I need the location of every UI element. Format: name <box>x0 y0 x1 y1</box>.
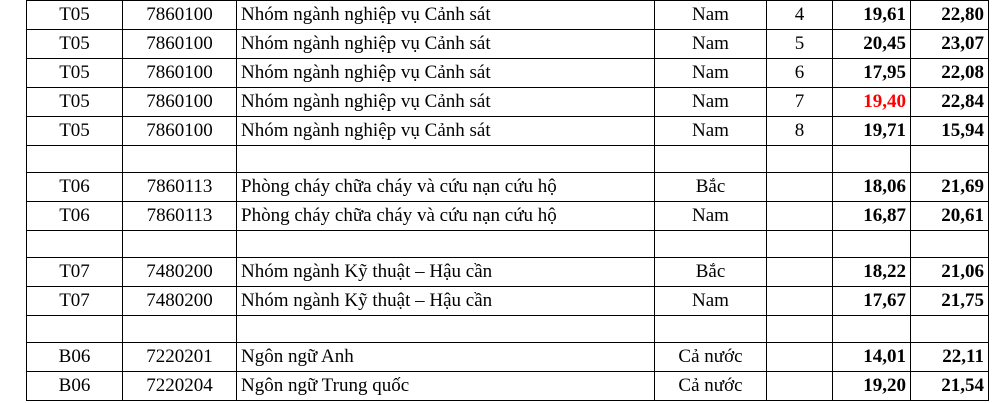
table-row <box>27 117 989 146</box>
cell-score-1: 18,22 <box>833 258 911 287</box>
cell-score-2: 15,94 <box>911 117 989 146</box>
cell-major-code: 7220204 <box>123 372 237 401</box>
spacer-cell <box>833 316 911 343</box>
cell-score-1: 19,20 <box>833 372 911 401</box>
table-row <box>27 343 989 372</box>
spacer-cell <box>27 146 123 173</box>
cell-region: Bắc <box>655 258 767 287</box>
cell-score-1: 17,95 <box>833 59 911 88</box>
cell-code: T06 <box>27 202 123 231</box>
spacer-cell <box>911 231 989 258</box>
cell-region: Nam <box>655 287 767 316</box>
cell-major-name: Ngôn ngữ Trung quốc <box>237 372 655 401</box>
cell-code: T07 <box>27 258 123 287</box>
cell-region: Cả nước <box>655 343 767 372</box>
spacer-cell <box>911 316 989 343</box>
cell-region: Nam <box>655 30 767 59</box>
cell-major-code: 7480200 <box>123 287 237 316</box>
cell-major-name: Nhóm ngành nghiệp vụ Cảnh sát <box>237 88 655 117</box>
cell-major-code: 7480200 <box>123 258 237 287</box>
cell-score-1: 17,67 <box>833 287 911 316</box>
cell-region: Nam <box>655 117 767 146</box>
cell-score-1: 19,71 <box>833 117 911 146</box>
cell-score-2: 20,61 <box>911 202 989 231</box>
cell-score-2: 23,07 <box>911 30 989 59</box>
table-row <box>27 287 989 316</box>
cell-region: Nam <box>655 1 767 30</box>
cell-score-1: 14,01 <box>833 343 911 372</box>
table-row <box>27 30 989 59</box>
cell-major-name: Nhóm ngành Kỹ thuật – Hậu cần <box>237 258 655 287</box>
cell-major-code: 7860100 <box>123 30 237 59</box>
cell-group: 6 <box>767 59 833 88</box>
table-row <box>27 372 989 401</box>
spacer-cell <box>833 146 911 173</box>
table-row <box>27 1 989 30</box>
cell-region: Nam <box>655 88 767 117</box>
cell-code: T06 <box>27 173 123 202</box>
cell-score-2: 22,80 <box>911 1 989 30</box>
cell-group: 5 <box>767 30 833 59</box>
cell-code: T05 <box>27 1 123 30</box>
table-row <box>27 173 989 202</box>
cell-major-code: 7860113 <box>123 173 237 202</box>
table-body <box>27 1 989 401</box>
spacer-cell <box>767 146 833 173</box>
cell-score-2: 22,84 <box>911 88 989 117</box>
spacer-cell <box>237 146 655 173</box>
cell-region: Bắc <box>655 173 767 202</box>
cell-major-name: Phòng cháy chữa cháy và cứu nạn cứu hộ <box>237 202 655 231</box>
spacer-cell <box>833 231 911 258</box>
cell-code: B06 <box>27 372 123 401</box>
cell-major-name: Nhóm ngành Kỹ thuật – Hậu cần <box>237 287 655 316</box>
table-row <box>27 59 989 88</box>
cell-group <box>767 287 833 316</box>
cell-code: T05 <box>27 117 123 146</box>
cell-group: 7 <box>767 88 833 117</box>
cell-score-2: 21,69 <box>911 173 989 202</box>
cell-major-code: 7860113 <box>123 202 237 231</box>
spacer-cell <box>27 316 123 343</box>
cell-score-2: 21,06 <box>911 258 989 287</box>
cell-region: Nam <box>655 202 767 231</box>
cell-major-name: Nhóm ngành nghiệp vụ Cảnh sát <box>237 30 655 59</box>
table-spacer-row <box>27 316 989 343</box>
cell-score-1: 19,61 <box>833 1 911 30</box>
cell-major-code: 7860100 <box>123 88 237 117</box>
cell-major-name: Ngôn ngữ Anh <box>237 343 655 372</box>
cell-group <box>767 173 833 202</box>
spacer-cell <box>911 146 989 173</box>
cell-group <box>767 343 833 372</box>
cell-major-code: 7860100 <box>123 1 237 30</box>
table-row <box>27 258 989 287</box>
cell-major-code: 7860100 <box>123 117 237 146</box>
spacer-cell <box>27 231 123 258</box>
cell-group <box>767 372 833 401</box>
cell-code: T05 <box>27 30 123 59</box>
cell-major-name: Nhóm ngành nghiệp vụ Cảnh sát <box>237 1 655 30</box>
spacer-cell <box>767 231 833 258</box>
cell-score-1: 20,45 <box>833 30 911 59</box>
admission-score-table <box>26 0 989 401</box>
cell-score-2: 22,11 <box>911 343 989 372</box>
spacer-cell <box>655 231 767 258</box>
spacer-cell <box>123 146 237 173</box>
cell-code: T05 <box>27 59 123 88</box>
cell-group <box>767 258 833 287</box>
cell-group <box>767 202 833 231</box>
table-row <box>27 202 989 231</box>
cell-score-2: 21,54 <box>911 372 989 401</box>
cell-score-1: 18,06 <box>833 173 911 202</box>
cell-code: B06 <box>27 343 123 372</box>
cell-major-code: 7860100 <box>123 59 237 88</box>
cell-score-2: 21,75 <box>911 287 989 316</box>
cell-score-1: 19,40 <box>833 88 911 117</box>
cell-code: T07 <box>27 287 123 316</box>
spacer-cell <box>767 316 833 343</box>
cell-group: 8 <box>767 117 833 146</box>
spacer-cell <box>655 316 767 343</box>
cell-major-name: Nhóm ngành nghiệp vụ Cảnh sát <box>237 117 655 146</box>
cell-major-code: 7220201 <box>123 343 237 372</box>
table-spacer-row <box>27 231 989 258</box>
cell-major-name: Phòng cháy chữa cháy và cứu nạn cứu hộ <box>237 173 655 202</box>
spacer-cell <box>655 146 767 173</box>
cell-score-1: 16,87 <box>833 202 911 231</box>
cell-major-name: Nhóm ngành nghiệp vụ Cảnh sát <box>237 59 655 88</box>
cell-group: 4 <box>767 1 833 30</box>
table-spacer-row <box>27 146 989 173</box>
spacer-cell <box>237 316 655 343</box>
cell-region: Nam <box>655 59 767 88</box>
table-row <box>27 88 989 117</box>
spacer-cell <box>123 231 237 258</box>
cell-region: Cả nước <box>655 372 767 401</box>
cell-code: T05 <box>27 88 123 117</box>
spacer-cell <box>237 231 655 258</box>
spacer-cell <box>123 316 237 343</box>
cell-score-2: 22,08 <box>911 59 989 88</box>
